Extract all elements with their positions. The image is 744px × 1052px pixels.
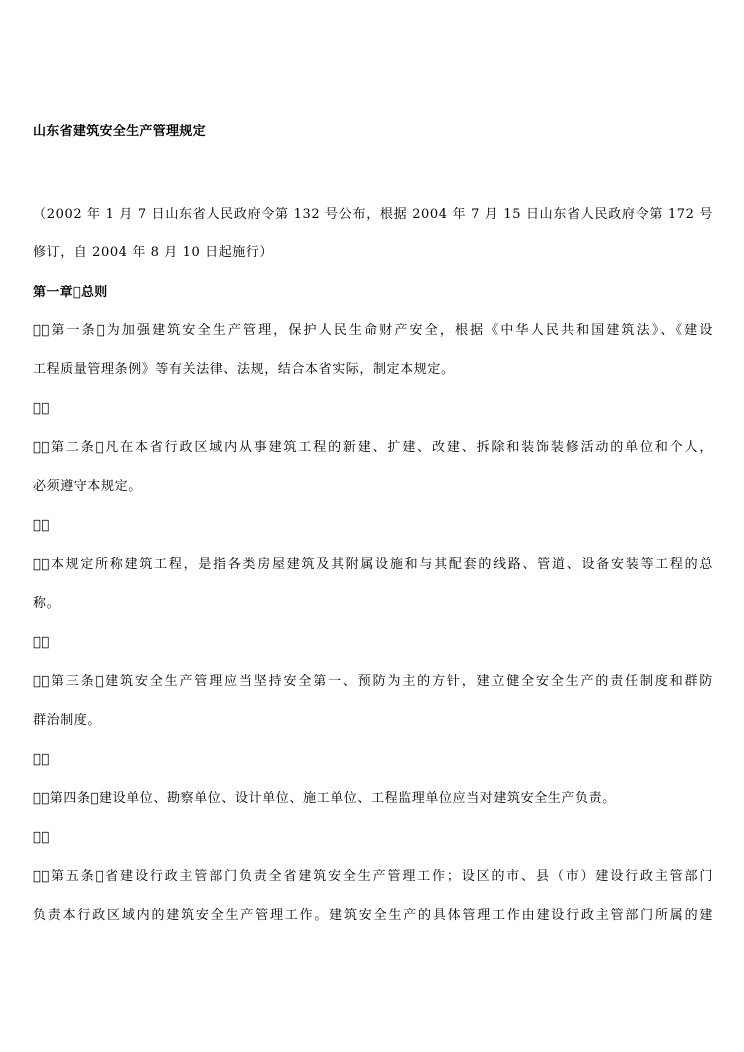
source-note-line-2: 修订，自 2004 年 8 月 10 日起施行） bbox=[33, 245, 274, 260]
blank-line:    bbox=[33, 518, 50, 533]
paragraph-line: 群治制度。 bbox=[33, 713, 102, 728]
paragraph-line: 称。 bbox=[33, 596, 61, 611]
paragraph-line:   第五条 省建设行政主管部门负责全省建筑安全生产管理工作；设区的市、县（市）建设行政主管部门 bbox=[33, 869, 713, 884]
paragraph-line:   第三条 建筑安全生产管理应当坚持安全第一、预防为主的方针，建立健全安全生产的责任制度和群防 bbox=[33, 674, 713, 689]
paragraph-line: 必须遵守本规定。 bbox=[33, 479, 142, 494]
blank-line:    bbox=[33, 830, 50, 845]
document-title: 山东省建筑安全生产管理规定 bbox=[33, 124, 206, 139]
paragraph-line: 工程质量管理条例》等有关法律、法规，结合本省实际，制定本规定。 bbox=[33, 362, 455, 377]
source-note-line-1: （2002 年 1 月 7 日山东省人民政府令第 132 号公布，根据 2004 年 7 月 15 日山东省人民政府令第 172 号 bbox=[33, 207, 713, 222]
blank-line:    bbox=[33, 401, 50, 416]
blank-line:    bbox=[33, 752, 50, 767]
chapter-heading: 第一章 总则 bbox=[33, 285, 108, 300]
blank-line:    bbox=[33, 635, 50, 650]
paragraph-line: 负责本行政区域内的建筑安全生产管理工作。建筑安全生产的具体管理工作由建设行政主管部门所属的建 bbox=[33, 908, 713, 923]
paragraph-line:   第二条 凡在本省行政区域内从事建筑工程的新建、扩建、改建、拆除和装饰装修活动的单位和个人， bbox=[33, 440, 713, 455]
paragraph-line:   第四条 建设单位、勘察单位、设计单位、施工单位、工程监理单位应当对建筑安全生产负责。 bbox=[33, 791, 616, 806]
paragraph-line:   第一条 为加强建筑安全生产管理，保护人民生命财产安全，根据《中华人民共和国建筑法》、《建设 bbox=[33, 323, 713, 338]
paragraph-line:   本规定所称建筑工程，是指各类房屋建筑及其附属设施和与其配套的线路、管道、设备安装等工程的总 bbox=[33, 557, 713, 572]
